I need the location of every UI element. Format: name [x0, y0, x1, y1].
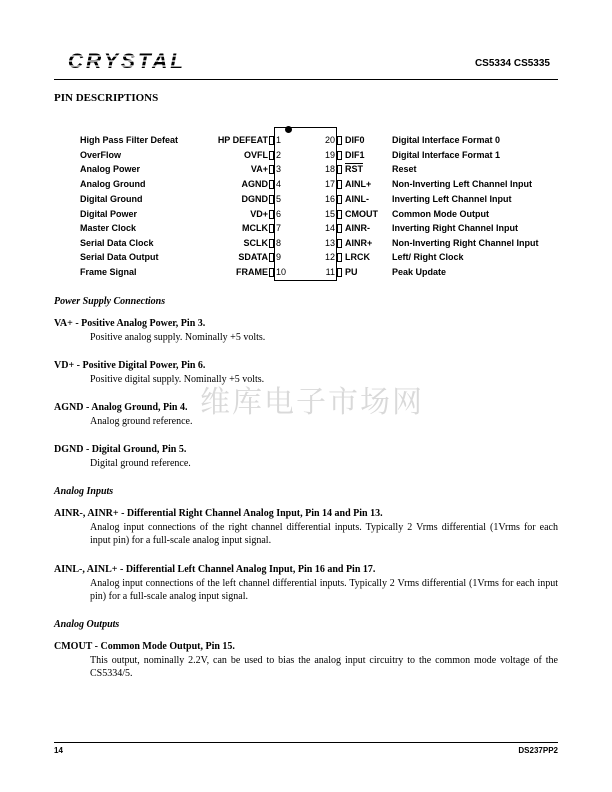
- right-pin-lead: [337, 180, 342, 189]
- left-pin-lead: [269, 239, 274, 248]
- left-pin-lead: [269, 151, 274, 160]
- pin-entry-title: AGND - Analog Ground, Pin 4.: [54, 402, 188, 413]
- right-pin-number: 20: [324, 135, 335, 145]
- right-pin-signal: PU: [345, 267, 358, 277]
- left-pin-number: 10: [276, 267, 287, 277]
- right-pin-signal: LRCK: [345, 252, 370, 262]
- left-pin-signal: FRAME: [236, 267, 268, 277]
- left-pin-lead: [269, 180, 274, 189]
- left-pin-name: Master Clock: [80, 223, 137, 233]
- header-rule: [54, 79, 558, 80]
- left-pin-signal: VA+: [250, 164, 268, 174]
- left-pin-lead: [269, 268, 274, 277]
- left-pin-number: 4: [276, 179, 282, 189]
- right-pin-name: Non-Inverting Left Channel Input: [392, 179, 532, 189]
- left-pin-signal: SDATA: [238, 252, 268, 262]
- left-pin-name: Serial Data Clock: [80, 238, 154, 248]
- pin-entry-body: This output, nominally 2.2V, can be used to bias the analog input circuitry to the common mode voltage of the CS5334/5.: [90, 655, 558, 679]
- right-pin-signal: AINL+: [345, 179, 372, 189]
- left-pin-lead: [269, 136, 274, 145]
- right-pin-lead: [337, 224, 342, 233]
- right-pin-name: Inverting Left Channel Input: [392, 194, 512, 204]
- right-pin-name: Digital Interface Format 0: [392, 135, 501, 145]
- right-pin-signal: DIF1: [345, 150, 365, 160]
- left-pin-lead: [269, 253, 274, 262]
- pin-entry-body: Positive analog supply. Nominally +5 volts.: [90, 332, 266, 343]
- left-pin-lead: [269, 165, 274, 174]
- pin-entry-title: DGND - Digital Ground, Pin 5.: [54, 444, 187, 455]
- left-pin-number: 1: [276, 135, 282, 145]
- crystal-logo: [68, 50, 186, 72]
- header-part-numbers: CS5334 CS5335: [474, 58, 550, 69]
- left-pin-name: Analog Power: [80, 164, 141, 174]
- right-pin-lead: [337, 239, 342, 248]
- right-pin-signal: AINR-: [345, 223, 370, 233]
- watermark-text: 维库电子市场网: [200, 385, 424, 420]
- left-pin-name: Digital Power: [80, 209, 138, 219]
- pin-entry-body: Analog input connections of the left channel differential inputs. Typically 2 Vrms differential (1Vrms for each input pin) for a full-scale analog input signal.: [90, 578, 558, 602]
- right-pin-name: Peak Update: [392, 267, 447, 277]
- left-pin-signal: HP DEFEAT: [217, 135, 268, 145]
- right-pin-number: 14: [324, 223, 335, 233]
- right-pin-number: 17: [324, 179, 335, 189]
- left-pin-name: Serial Data Output: [80, 252, 159, 262]
- right-pin-name: Digital Interface Format 1: [392, 150, 501, 160]
- right-pin-number: 18: [324, 164, 335, 174]
- right-pin-lead: [337, 195, 342, 204]
- right-pin-lead: [337, 210, 342, 219]
- category-heading-analog-inputs: Analog Inputs: [54, 486, 114, 497]
- left-pin-name: Frame Signal: [80, 267, 137, 277]
- right-pin-lead: [337, 165, 342, 174]
- left-pin-lead: [269, 195, 274, 204]
- right-pin-lead: [337, 253, 342, 262]
- left-pin-signal: MCLK: [242, 223, 268, 233]
- pin-entry-body: Positive digital supply. Nominally +5 volts.: [90, 374, 265, 385]
- section-title: PIN DESCRIPTIONS: [54, 92, 159, 104]
- right-pin-signal: DIF0: [345, 135, 365, 145]
- right-pin-lead: [337, 136, 342, 145]
- left-pin-lead: [269, 210, 274, 219]
- right-pin-number: 16: [324, 194, 335, 204]
- right-pin-name: Left/ Right Clock: [392, 252, 464, 262]
- document-id: DS237PP2: [518, 746, 558, 755]
- left-pin-name: OverFlow: [80, 150, 122, 160]
- right-pin-signal: AINL-: [345, 194, 369, 204]
- pin-entry-title: VD+ - Positive Digital Power, Pin 6.: [54, 360, 206, 371]
- pin-entry-title: VA+ - Positive Analog Power, Pin 3.: [54, 318, 206, 329]
- pin-entry-body: Digital ground reference.: [90, 458, 191, 469]
- left-pin-signal: SCLK: [243, 238, 268, 248]
- left-pin-name: High Pass Filter Defeat: [80, 135, 179, 145]
- right-pin-lead: [337, 151, 342, 160]
- right-pin-number: 15: [324, 209, 335, 219]
- right-pin-number: 19: [324, 150, 335, 160]
- pin-entry-title: AINR-, AINR+ - Differential Right Channel Analog Input, Pin 14 and Pin 13.: [54, 508, 383, 519]
- left-pin-number: 7: [276, 223, 282, 233]
- right-pin-name: Common Mode Output: [392, 209, 489, 219]
- left-pin-lead: [269, 224, 274, 233]
- right-pin-name: Non-Inverting Right Channel Input: [392, 238, 539, 248]
- left-pin-number: 2: [276, 150, 282, 160]
- pin-entry-title: CMOUT - Common Mode Output, Pin 15.: [54, 641, 235, 652]
- pin-entry-title: AINL-, AINL+ - Differential Left Channel Analog Input, Pin 16 and Pin 17.: [54, 564, 376, 575]
- left-pin-signal: VD+: [250, 209, 268, 219]
- pin-entry-body: Analog ground reference.: [90, 416, 193, 427]
- footer-rule: [54, 742, 558, 743]
- left-pin-number: 5: [276, 194, 282, 204]
- right-pin-name: Inverting Right Channel Input: [392, 223, 518, 233]
- left-pin-signal: AGND: [241, 179, 268, 189]
- right-pin-signal: CMOUT: [345, 209, 378, 219]
- left-pin-number: 3: [276, 164, 282, 174]
- left-pin-name: Digital Ground: [80, 194, 143, 204]
- left-pin-number: 9: [276, 252, 282, 262]
- left-pin-signal: OVFL: [244, 150, 268, 160]
- right-pin-signal-active-low: $\overline{RST}$: [345, 164, 363, 174]
- category-heading-power: Power Supply Connections: [54, 296, 166, 307]
- right-pin-lead: [337, 268, 342, 277]
- left-pin-signal: DGND: [241, 194, 268, 204]
- left-pin-number: 6: [276, 209, 282, 219]
- right-pin-number: 12: [324, 252, 335, 262]
- right-pin-number: 13: [324, 238, 335, 248]
- right-pin-signal: AINR+: [345, 238, 373, 248]
- pin1-indicator-dot: [285, 126, 292, 133]
- page-number: 14: [54, 746, 63, 755]
- right-pin-name: Reset: [392, 164, 417, 174]
- pin-entry-body: Analog input connections of the right channel differential inputs. Typically 2 Vrms differential (1Vrms for each input pin) for a full-scale analog input signal.: [90, 522, 558, 546]
- right-pin-number: 11: [325, 267, 335, 277]
- left-pin-name: Analog Ground: [80, 179, 146, 189]
- category-heading-analog-outputs: Analog Outputs: [54, 619, 120, 630]
- left-pin-number: 8: [276, 238, 282, 248]
- logo-text: CRYSTAL: [68, 50, 186, 72]
